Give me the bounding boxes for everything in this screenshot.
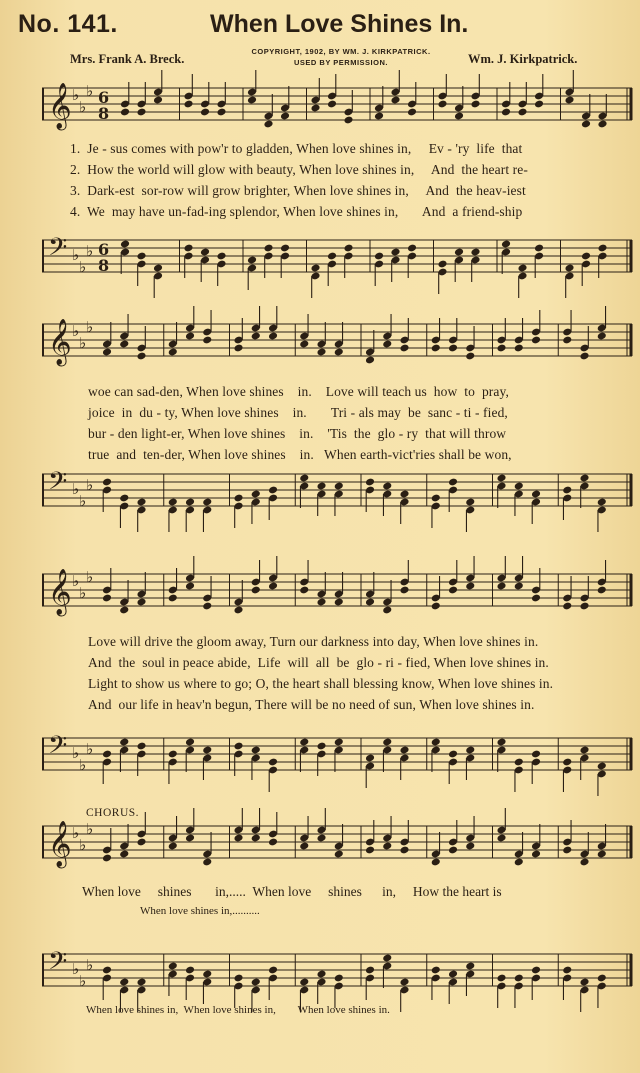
- chorus-bass-lyric: When love shines in, When love shines in, When love shines in.: [86, 1004, 390, 1016]
- svg-text:♭: ♭: [79, 756, 87, 774]
- chorus-echo-lyric: When love shines in,..........: [140, 905, 260, 917]
- composer-credit: Wm. J. Kirkpatrick.: [468, 52, 578, 66]
- svg-text:♭: ♭: [79, 334, 87, 352]
- copyright-line: COPYRIGHT, 1902, BY WM. J. KIRKPATRICK.: [251, 47, 431, 56]
- chorus-treble-staff: [42, 822, 632, 872]
- svg-text:6: 6: [98, 240, 110, 259]
- verse-line-2: And the soul in peace abide, Life will all be glo - ri - fied, When love shines in.: [88, 655, 549, 670]
- verse-line-1: 1. Je - sus comes with pow'r to gladden, When love shines in, Ev - 'ry life that: [70, 141, 523, 156]
- svg-text:𝄞: 𝄞: [48, 569, 72, 615]
- verse-line-3: 3. Dark-est sor-row will grow brighter, When love shines in, And the heav-iest: [70, 183, 526, 198]
- chorus-label: CHORUS.: [86, 807, 140, 819]
- verse-line-4: true and ten-der, When love shines in. When earth-vict'ries shall be won,: [88, 447, 512, 462]
- svg-text:♭: ♭: [86, 820, 94, 838]
- copyright-notice: [228, 46, 454, 68]
- svg-text:♭: ♭: [79, 836, 87, 854]
- svg-text:♭: ♭: [79, 584, 87, 602]
- svg-text:♭: ♭: [86, 568, 94, 586]
- svg-text:♭: ♭: [72, 86, 80, 104]
- svg-text:♭: ♭: [86, 318, 94, 336]
- svg-text:♭: ♭: [72, 246, 80, 264]
- hymn-title: When Love Shines In.: [210, 10, 469, 38]
- svg-text:𝄢: 𝄢: [48, 467, 68, 502]
- verse-line-2: joice in du - ty, When love shines in. Tri - als may be sanc - ti - fied,: [88, 405, 508, 420]
- verse-line-1: woe can sad-den, When love shines in. Love will teach us how to pray,: [88, 384, 509, 399]
- svg-text:♭: ♭: [72, 744, 80, 762]
- svg-text:♭: ♭: [86, 956, 94, 974]
- chorus-lyric: When love shines in,..... When love shines in, How the heart is: [82, 884, 502, 899]
- system-2-bass-staff: [42, 467, 632, 520]
- svg-text:𝄞: 𝄞: [48, 83, 72, 129]
- svg-text:♭: ♭: [79, 972, 87, 990]
- svg-text:♭: ♭: [79, 258, 87, 276]
- svg-text:𝄢: 𝄢: [48, 947, 68, 982]
- system-1-treble-staff: [42, 84, 632, 134]
- svg-text:♭: ♭: [72, 824, 80, 842]
- chorus-bass-staff: [42, 947, 632, 1000]
- svg-text:♭: ♭: [86, 82, 94, 100]
- svg-text:𝄢: 𝄢: [48, 233, 68, 268]
- verse-line-1: Love will drive the gloom away, Turn our darkness into day, When love shines in.: [88, 634, 539, 649]
- permission-line: USED BY PERMISSION.: [294, 58, 388, 67]
- system-1-bass-staff: [42, 233, 632, 286]
- system-2-treble-staff: [42, 320, 632, 370]
- svg-text:♭: ♭: [72, 572, 80, 590]
- svg-text:♭: ♭: [79, 492, 87, 510]
- svg-text:𝄢: 𝄢: [48, 731, 68, 766]
- system-3-treble-staff: [42, 570, 632, 620]
- verse-line-4: 4. We may have un-fad-ing splendor, When love shines in, And a friend-ship: [70, 204, 523, 219]
- svg-text:♭: ♭: [86, 476, 94, 494]
- svg-text:♭: ♭: [79, 98, 87, 116]
- svg-text:8: 8: [98, 256, 110, 275]
- verse-line-3: bur - den light-er, When love shines in. 'Tis the glo - ry that will throw: [88, 426, 507, 441]
- svg-text:♭: ♭: [72, 322, 80, 340]
- svg-text:♭: ♭: [72, 480, 80, 498]
- svg-text:𝄞: 𝄞: [48, 821, 72, 867]
- svg-text:♭: ♭: [86, 740, 94, 758]
- svg-text:𝄞: 𝄞: [48, 319, 72, 365]
- verse-line-3: Light to show us where to go; O, the heart shall blessing know, When love shines in.: [88, 676, 554, 691]
- verse-line-4: And our life in heav'n begun, There will be no need of sun, When love shines in.: [88, 697, 535, 712]
- hymn-number: No. 141.: [18, 10, 118, 38]
- svg-text:8: 8: [98, 104, 110, 123]
- svg-text:♭: ♭: [72, 960, 80, 978]
- verse-line-2: 2. How the world will glow with beauty, When love shines in, And the heart re-: [70, 162, 528, 177]
- svg-text:6: 6: [98, 88, 110, 107]
- system-3-bass-staff: [42, 731, 632, 784]
- lyricist-credit: Mrs. Frank A. Breck.: [70, 52, 185, 66]
- svg-text:♭: ♭: [86, 242, 94, 260]
